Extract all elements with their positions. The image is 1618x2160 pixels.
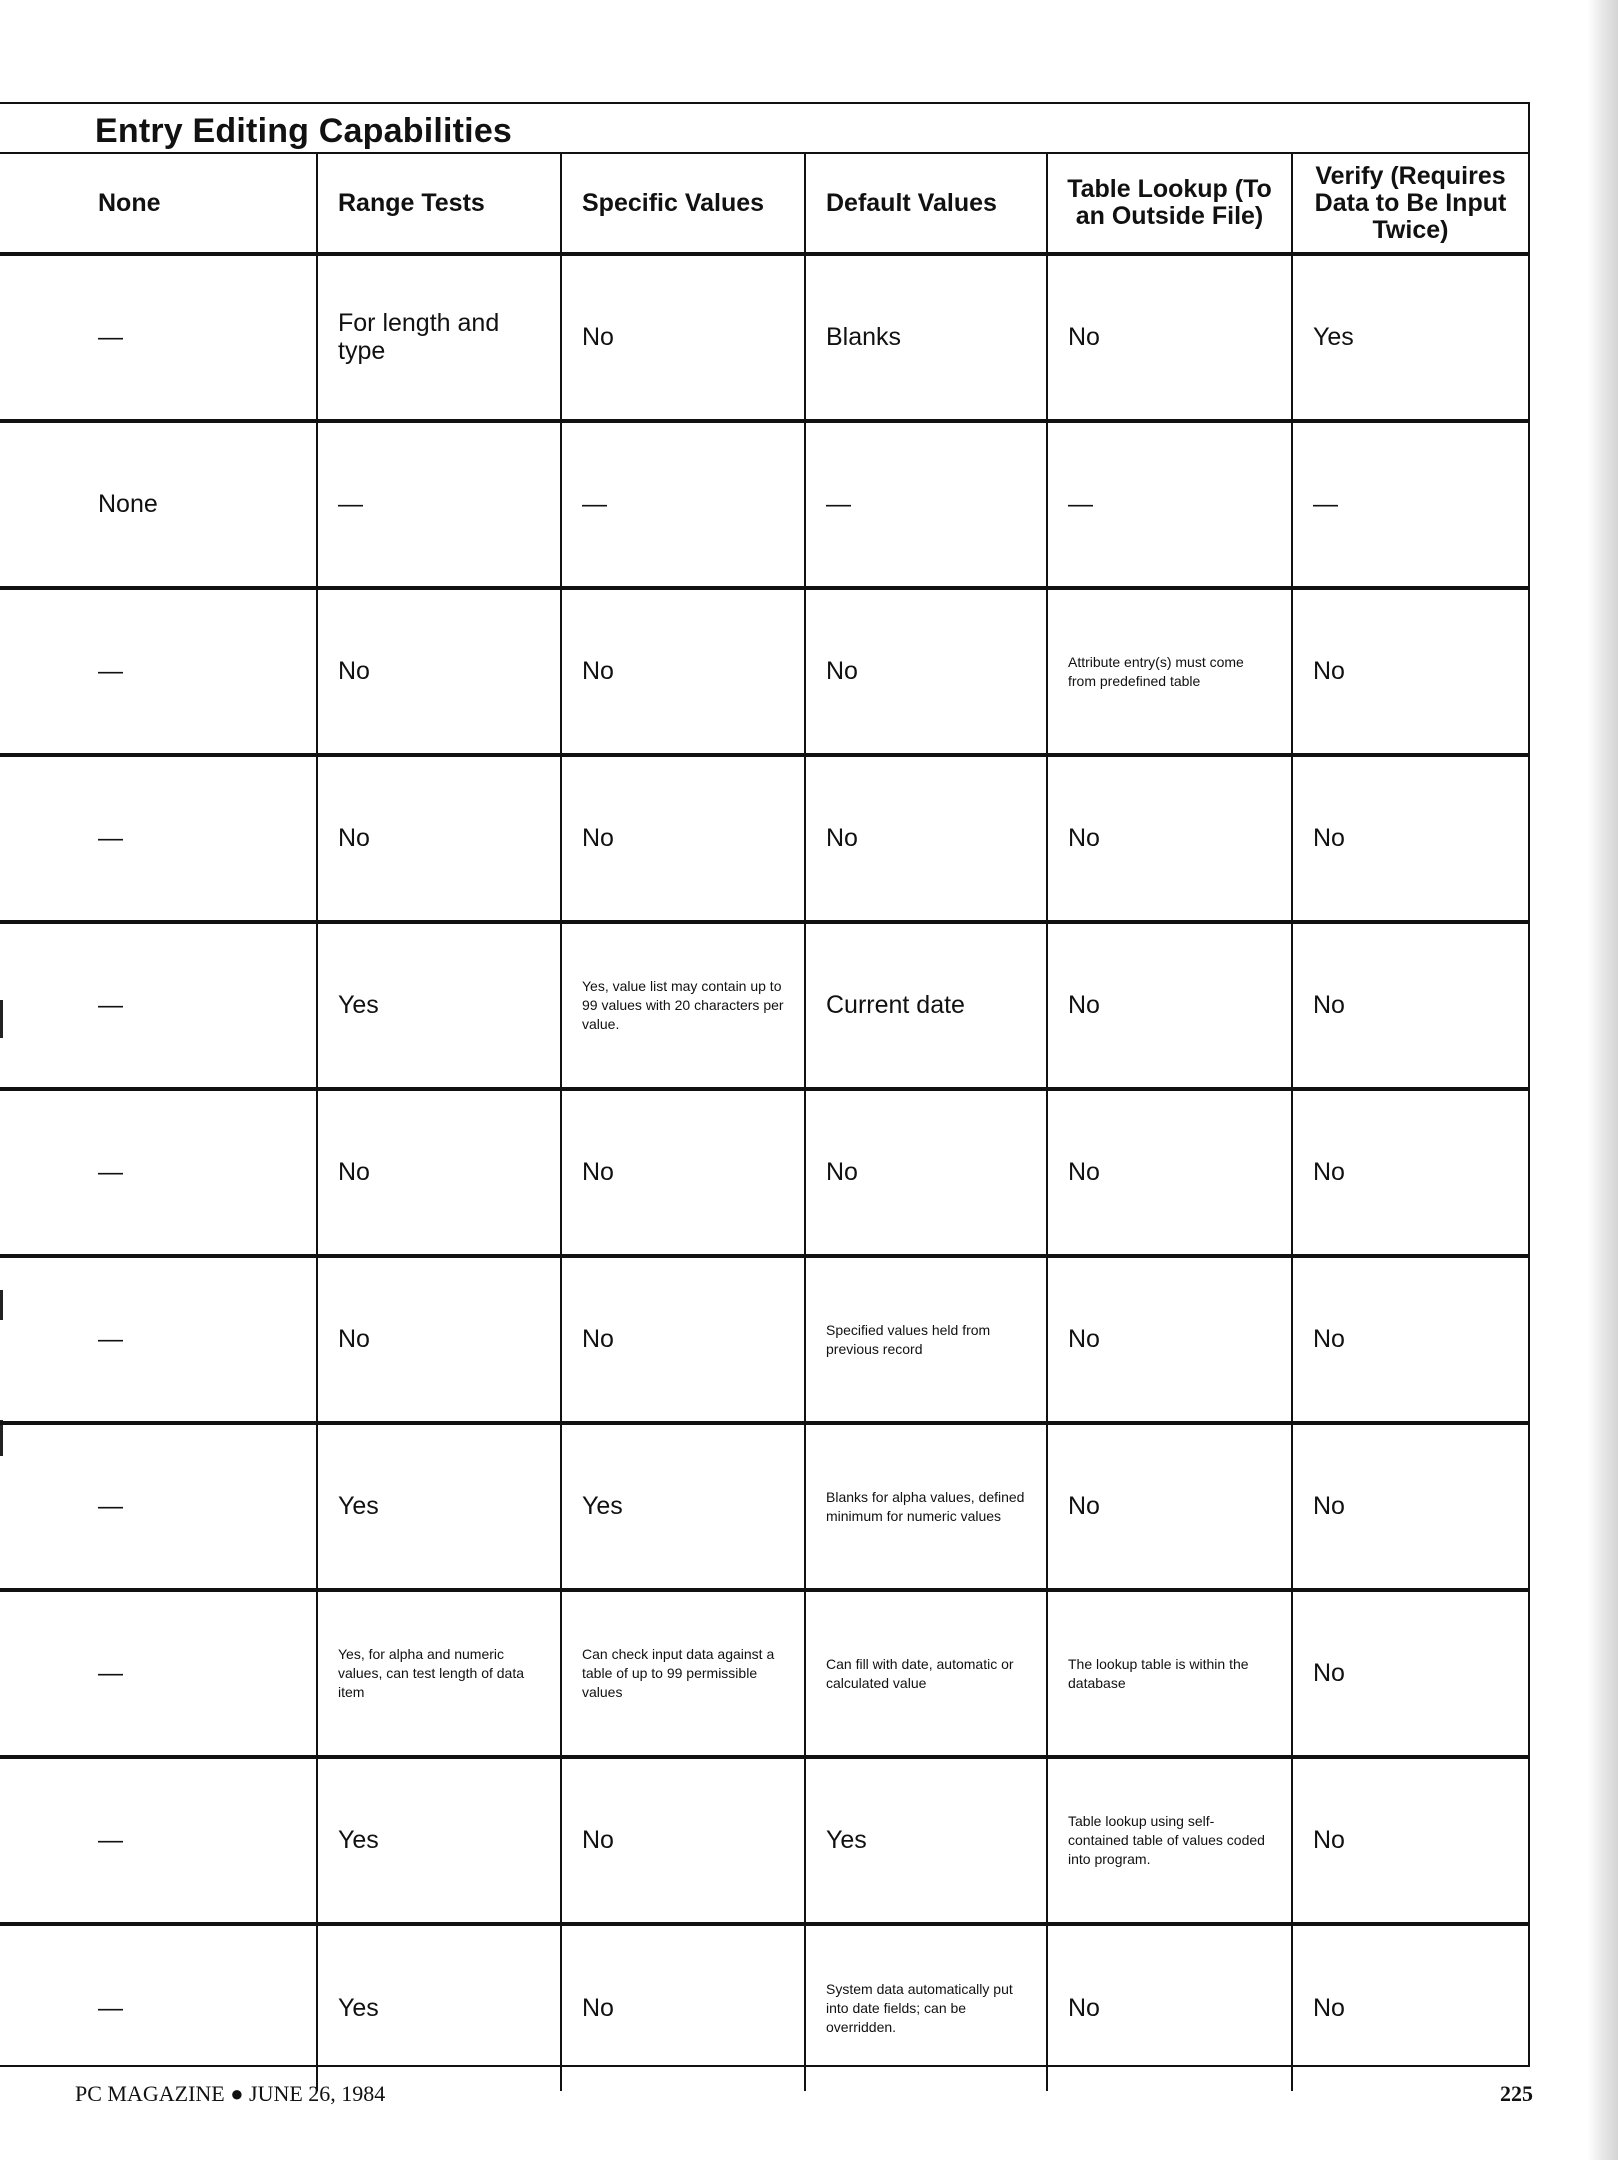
table-header-row [0, 154, 1528, 254]
table-cell: — [805, 421, 1047, 588]
table-cell: No [805, 755, 1047, 922]
page-number: 225 [1500, 2081, 1533, 2106]
table-cell: No [561, 755, 805, 922]
column-header-range-tests: Range Tests [317, 154, 561, 254]
entry-editing-table [0, 154, 1528, 2091]
table-cell: No [317, 588, 561, 755]
table-cell: No [1047, 1089, 1292, 1256]
table-cell: No [1292, 1924, 1528, 2091]
table-cell: Current date [805, 922, 1047, 1089]
table-cell: Yes [317, 1757, 561, 1924]
table-cell: Yes [561, 1423, 805, 1590]
table-row [0, 1089, 1528, 1256]
table-cell: No [1292, 1757, 1528, 1924]
table-cell: No [561, 1256, 805, 1423]
table-cell: No [1292, 1423, 1528, 1590]
table-cell: No [1047, 1924, 1292, 2091]
table-cell: — [1292, 421, 1528, 588]
column-header-verify: Verify (Requires Data to Be Input Twice) [1292, 154, 1528, 254]
table-cell: — [98, 1157, 123, 1186]
table-row [0, 421, 1528, 588]
table-cell: Blanks [805, 254, 1047, 421]
table-cell: For length and type [317, 254, 561, 421]
table-cell: None [98, 489, 158, 518]
table-cell: — [98, 322, 123, 351]
table-cell: Blanks for alpha values, defined minimum for numeric values [805, 1423, 1047, 1590]
table-cell: No [1047, 1423, 1292, 1590]
table-title-bar [0, 104, 1528, 154]
table-cell: No [561, 254, 805, 421]
table-cell: Table lookup using self-contained table of values coded into program. [1047, 1757, 1292, 1924]
table-row [0, 254, 1528, 421]
table-cell: Can check input data against a table of up to 99 permissible values [561, 1590, 805, 1757]
table-cell: System data automatically put into date fields; can be overridden. [805, 1924, 1047, 2091]
table-row [0, 1256, 1528, 1423]
table-cell: — [98, 1491, 123, 1520]
table-cell: — [98, 1825, 123, 1854]
table-cell: — [317, 421, 561, 588]
page-edge-shadow [1588, 0, 1618, 2160]
table-cell: No [1047, 254, 1292, 421]
table-cell: No [561, 1089, 805, 1256]
table-row [0, 755, 1528, 922]
table-cell: Attribute entry(s) must come from predefined table [1047, 588, 1292, 755]
table-cell: No [317, 755, 561, 922]
table-row [0, 1423, 1528, 1590]
table-cell: Yes [317, 922, 561, 1089]
table-cell: No [561, 1757, 805, 1924]
table-cell: Yes [317, 1423, 561, 1590]
table-cell: — [98, 1324, 123, 1353]
table-cell: Yes [805, 1757, 1047, 1924]
table-cell: Yes, for alpha and numeric values, can test length of data item [317, 1590, 561, 1757]
table-cell: — [98, 823, 123, 852]
table-cell: — [561, 421, 805, 588]
table-cell: — [98, 656, 123, 685]
table-cell: No [805, 1089, 1047, 1256]
table-cell: No [1292, 1256, 1528, 1423]
column-header-default-values: Default Values [805, 154, 1047, 254]
table-cell: The lookup table is within the database [1047, 1590, 1292, 1757]
table-frame [0, 102, 1530, 2067]
table-cell: Yes, value list may contain up to 99 values with 20 characters per value. [561, 922, 805, 1089]
table-cell: No [1292, 588, 1528, 755]
table-row [0, 922, 1528, 1089]
column-header-none: None [0, 154, 317, 254]
table-cell: No [561, 588, 805, 755]
table-row [0, 588, 1528, 755]
table-cell: Can fill with date, automatic or calculated value [805, 1590, 1047, 1757]
table-cell: No [1292, 922, 1528, 1089]
column-header-specific-values: Specific Values [561, 154, 805, 254]
table-cell: — [1047, 421, 1292, 588]
table-cell: No [1292, 755, 1528, 922]
table-title: Entry Editing Capabilities [95, 112, 513, 150]
table-cell: Specified values held from previous record [805, 1256, 1047, 1423]
table-row [0, 1924, 1528, 2091]
table-cell: No [1047, 755, 1292, 922]
table-cell: — [98, 1993, 123, 2022]
table-cell: No [805, 588, 1047, 755]
table-cell: No [561, 1924, 805, 2091]
table-cell: No [1047, 1256, 1292, 1423]
table-cell: No [1292, 1590, 1528, 1757]
table-cell: Yes [317, 1924, 561, 2091]
table-cell: No [317, 1089, 561, 1256]
table-row [0, 1590, 1528, 1757]
table-cell: — [98, 1658, 123, 1687]
table-cell: No [317, 1256, 561, 1423]
table-cell: No [1292, 1089, 1528, 1256]
table-row [0, 1757, 1528, 1924]
table-cell: — [98, 990, 123, 1019]
publication-footer: PC MAGAZINE ● JUNE 26, 1984 [75, 2081, 386, 2106]
table-cell: No [1047, 922, 1292, 1089]
table-cell: Yes [1292, 254, 1528, 421]
column-header-table-lookup: Table Lookup (To an Outside File) [1047, 154, 1292, 254]
